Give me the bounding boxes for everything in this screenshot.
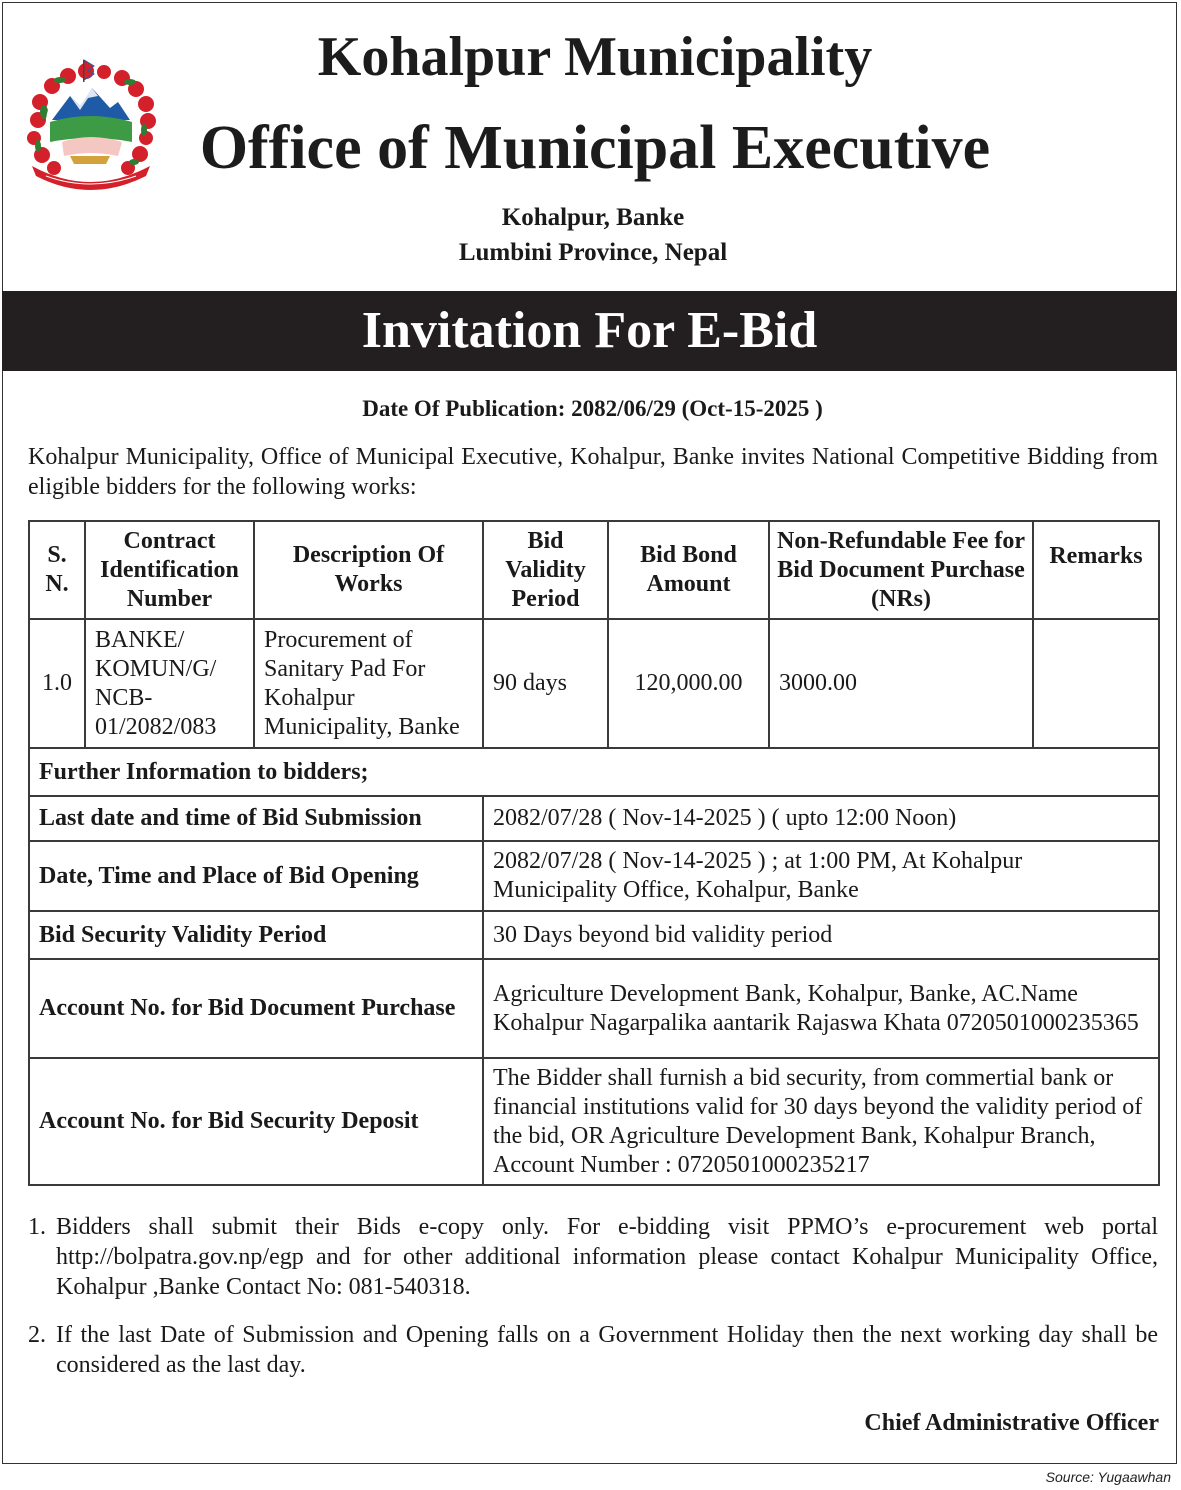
info-row <box>29 959 1159 1058</box>
bid-security-validity-value: 30 Days beyond bid validity period <box>483 911 1159 959</box>
source-credit: Source: Yugaawhan <box>1045 1469 1171 1485</box>
row-description: Procurement of Sanitary Pad For Kohalpur Municipality, Banke <box>254 619 483 748</box>
row-bond: 120,000.00 <box>608 619 769 748</box>
note-text: If the last Date of Submission and Opening falls on a Government Holiday then the next working day shall be considered as the last day. <box>56 1322 1158 1378</box>
header-bond: Bid Bond Amount <box>608 521 769 619</box>
list-item <box>28 1320 1158 1380</box>
security-deposit-value: The Bidder shall furnish a bid security, from commertial bank or financial institutions valid for 30 days beyond the validity period of the bid, OR Agriculture Development Bank, Kohalpur Branch, Account Number : 0720501000235217 <box>483 1058 1159 1185</box>
info-row <box>29 841 1159 911</box>
document-account-label: Account No. for Bid Document Purchase <box>29 959 483 1058</box>
office-title: Office of Municipal Executive <box>199 114 991 182</box>
notes-list <box>28 1212 1158 1398</box>
row-contract-id: BANKE/ KOMUN/G/ NCB- 01/2082/083 <box>85 619 254 748</box>
further-info-row <box>29 748 1159 796</box>
address-line-2: Lumbini Province, Nepal <box>458 239 728 266</box>
note-text: Bidders shall submit their Bids e-copy only. For e-bidding visit PPMO’s e-procurement web portal http://bolpatra.gov.np/egp and for other additional information please contact Kohalpur Municipality Office, Kohalpur ,Banke Contact No: 081-540318. <box>56 1214 1158 1300</box>
bid-submission-label: Last date and time of Bid Submission <box>29 796 483 841</box>
further-info-label: Further Information to bidders; <box>29 748 1159 796</box>
bid-opening-value: 2082/07/28 ( Nov-14-2025 ) ; at 1:00 PM, At Kohalpur Municipality Office, Kohalpur, Banke <box>483 841 1159 911</box>
note-number: 1. <box>28 1214 46 1240</box>
table-row <box>29 619 1159 748</box>
header-validity: Bid Validity Period <box>483 521 608 619</box>
municipality-title: Kohalpur Municipality <box>317 26 873 88</box>
table-header-row <box>29 521 1159 619</box>
signatory-title: Chief Administrative Officer <box>864 1410 1159 1436</box>
header-remarks: Remarks <box>1033 521 1159 619</box>
bid-opening-label: Date, Time and Place of Bid Opening <box>29 841 483 911</box>
header-sn: S. N. <box>29 521 85 619</box>
intro-paragraph: Kohalpur Municipality, Office of Municipal Executive, Kohalpur, Banke invites National Competitive Bidding from eligible bidders for the following works: <box>28 444 1158 500</box>
bid-submission-value: 2082/07/28 ( Nov-14-2025 ) ( upto 12:00 Noon) <box>483 796 1159 841</box>
list-item <box>28 1212 1158 1302</box>
header-fee: Non-Refundable Fee for Bid Document Purchase (NRs) <box>769 521 1033 619</box>
bid-table <box>28 520 1160 1186</box>
info-row <box>29 911 1159 959</box>
document-account-value: Agriculture Development Bank, Kohalpur, Banke, AC.Name Kohalpur Nagarpalika aantarik Rajaswa Khata 0720501000235365 <box>483 959 1159 1058</box>
header-description: Description Of Works <box>254 521 483 619</box>
info-row <box>29 1058 1159 1185</box>
security-deposit-label: Account No. for Bid Security Deposit <box>29 1058 483 1185</box>
row-validity: 90 days <box>483 619 608 748</box>
invitation-banner: Invitation For E-Bid <box>2 291 1177 371</box>
note-number: 2. <box>28 1322 46 1348</box>
nepal-emblem-icon <box>18 58 163 190</box>
row-fee: 3000.00 <box>769 619 1033 748</box>
publication-date: Date Of Publication: 2082/06/29 (Oct-15-2025 ) <box>362 396 823 421</box>
bid-security-validity-label: Bid Security Validity Period <box>29 911 483 959</box>
row-remarks <box>1033 619 1159 748</box>
row-sn: 1.0 <box>29 619 85 748</box>
header-contract-id: Contract Identification Number <box>85 521 254 619</box>
address-line-1: Kohalpur, Banke <box>501 204 685 231</box>
info-row <box>29 796 1159 841</box>
